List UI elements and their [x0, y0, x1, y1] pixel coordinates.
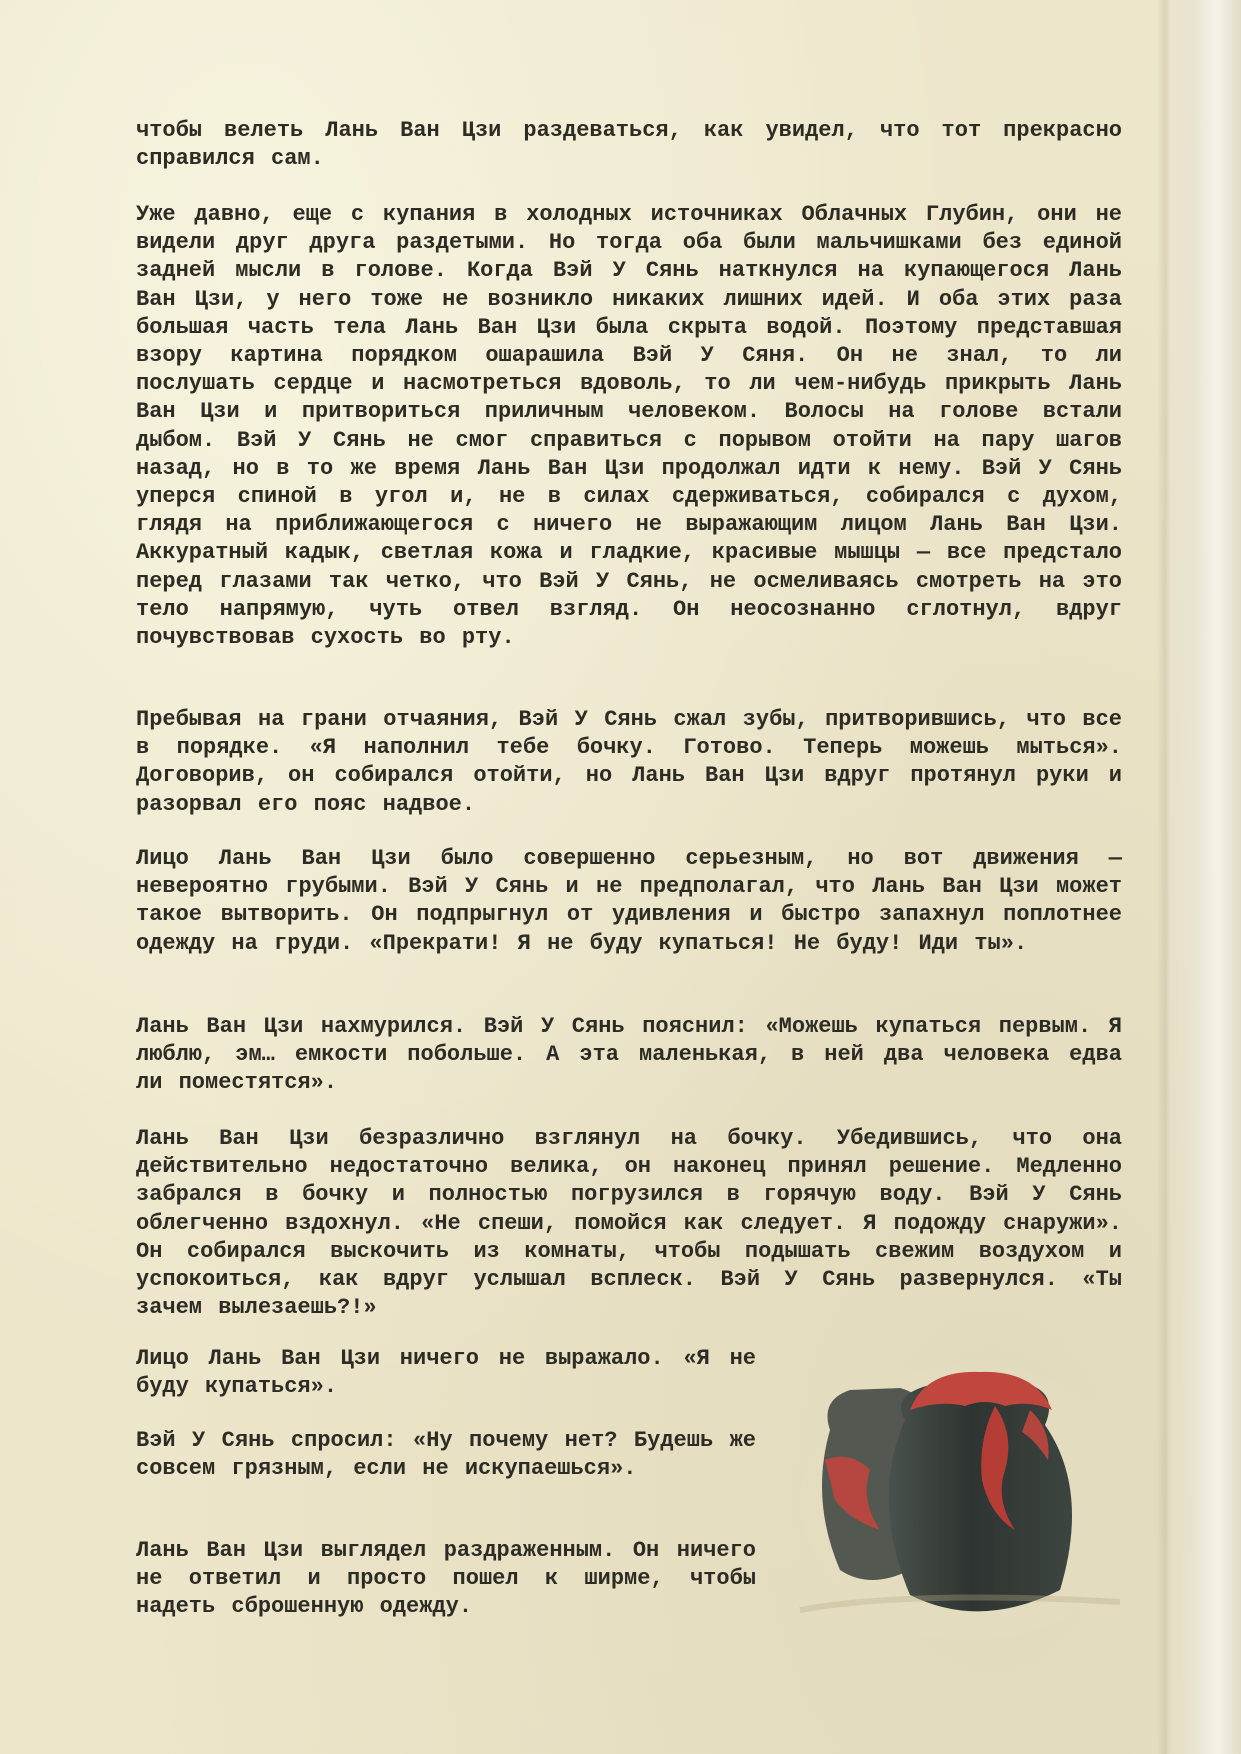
paragraph-9: Лань Ван Цзи выглядел раздраженным. Он ничего не ответил и просто пошел к ширме, чтобы надеть сброшенную одежду.: [136, 1538, 756, 1620]
paragraph-2: Уже давно, еще с купания в холодных источниках Облачных Глубин, они не видели друг друга раздетыми. Но тогда оба были мальчишками без единой задней мысли в голове. Когда Вэй У Сянь наткнулся на купающегося Лань Ван Цзи, у него тоже не возникло никаких лишних идей. И оба этих раза большая часть тела Лань Ван Цзи была скрыта водой. Поэтому представшая взору картина порядком ошарашила Вэй У Сяня. Он не знал, то ли послушать сердце и насмотреться вдоволь, то ли чем-нибудь прикрыть Лань Ван Цзи и притвориться приличным человеком. Волосы на голове встали дыбом. Вэй У Сянь не смог справиться с порывом отойти на пару шагов назад, но в то же время Лань Ван Цзи продолжал идти к нему. Вэй У Сянь уперся спиной в угол и, не в силах сдерживаться, собирался с духом, глядя на приближающегося с ничего не выражающим лицом Лань Ван Цзи. Аккуратный кадык, светлая кожа и гладкие, красивые мышцы — все предстало перед глазами так четко, что Вэй У Сянь, не осмеливаясь смотреть на это тело напрямую, чуть отвел взгляд. Он неосознанно сглотнул, вдруг почувствовав сухость во рту.: [136, 202, 1122, 651]
paragraph-4: Лицо Лань Ван Цзи было совершенно серьезным, но вот движения — невероятно грубыми. Вэй У Сянь и не предполагал, что Лань Ван Цзи может такое вытворить. Он подпрыгнул от удивления и быстро запахнул поплотнее одежду на груди. «Прекрати! Я не буду купаться! Не буду! Иди ты».: [136, 846, 1122, 956]
paragraph-3: Пребывая на грани отчаяния, Вэй У Сянь сжал зубы, притворившись, что все в порядке. «Я наполнил тебе бочку. Готово. Теперь можешь мыться». Договорив, он собирался отойти, но Лань Ван Цзи вдруг протянул руки и разорвал его пояс надвое.: [136, 707, 1122, 817]
paragraph-6: Лань Ван Цзи безразлично взглянул на бочку. Убедившись, что она действительно недостаточно велика, он наконец принял решение. Медленно забрался в бочку и полностью погрузился в горячую воду. Вэй У Сянь облегченно вздохнул. «Не спеши, помойся как следует. Я подожду снаружи». Он собирался выскочить из комнаты, чтобы подышать свежим воздухом и успокоиться, как вдруг услышал всплеск. Вэй У Сянь развернулся. «Ты зачем вылезаешь?!»: [136, 1126, 1122, 1321]
wine-jar-icon: [790, 1340, 1140, 1640]
paragraph-8: Вэй У Сянь спросил: «Ну почему нет? Будешь же совсем грязным, если не искупаешься».: [136, 1428, 756, 1482]
scroll-edge-decoration: [1161, 0, 1241, 1754]
paragraph-5: Лань Ван Цзи нахмурился. Вэй У Сянь пояснил: «Можешь купаться первым. Я люблю, эм… емкости побольше. А эта маленькая, в ней два человека едва ли поместятся».: [136, 1014, 1122, 1096]
paragraph-1: чтобы велеть Лань Ван Цзи раздеваться, как увидел, что тот прекрасно справился сам.: [136, 118, 1122, 172]
paragraph-7: Лицо Лань Ван Цзи ничего не выражало. «Я не буду купаться».: [136, 1346, 756, 1400]
